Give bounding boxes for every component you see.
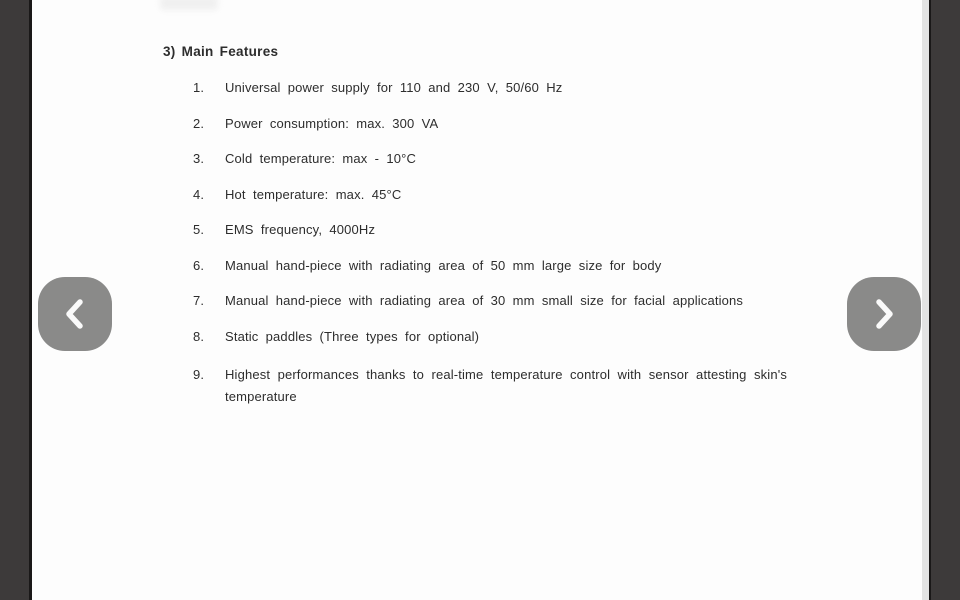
list-item [163,151,795,168]
scan-artifact [160,0,218,10]
feature-list [163,80,795,408]
list-item [163,329,795,346]
previous-page-button[interactable] [38,277,112,351]
item-text: EMS frequency, 4000Hz [225,222,376,237]
item-text: Static paddles (Three types for optional) [225,328,480,344]
page-edge-shadow [922,0,929,600]
item-text: Hot temperature: max. 45°C [225,186,402,202]
item-number: 1. [193,80,205,95]
item-text: Manual hand-piece with radiating area of 30 mm small size for facial applications [225,293,744,308]
right-side-bar [931,0,960,600]
chevron-right-icon [869,296,899,332]
item-number: 8. [193,328,205,344]
document-content [163,44,795,408]
list-item [163,222,795,239]
list-item [163,258,795,275]
item-text: Power consumption: max. 300 VA [225,115,439,131]
list-item [163,293,795,310]
item-number: 9. [193,367,205,382]
list-item [163,364,795,408]
item-text: Universal power supply for 110 and 230 V, 50/60 Hz [225,80,563,95]
next-page-button[interactable] [847,277,921,351]
item-number: 6. [193,257,205,273]
item-number: 3. [193,151,205,166]
item-text: Manual hand-piece with radiating area of 50 mm large size for body [225,257,662,273]
item-number: 4. [193,186,205,202]
item-text: Highest performances thanks to real-time temperature control with sensor attesting skin's temperature [225,367,787,404]
list-item [163,116,795,133]
item-number: 2. [193,115,205,131]
section-heading: 3) Main Features [163,44,279,59]
left-side-bar [0,0,29,600]
list-item [163,187,795,204]
item-text: Cold temperature: max - 10°C [225,151,417,166]
list-item [163,80,795,97]
document-page [32,0,922,600]
item-number: 7. [193,293,205,308]
chevron-left-icon [60,296,90,332]
item-number: 5. [193,222,205,237]
